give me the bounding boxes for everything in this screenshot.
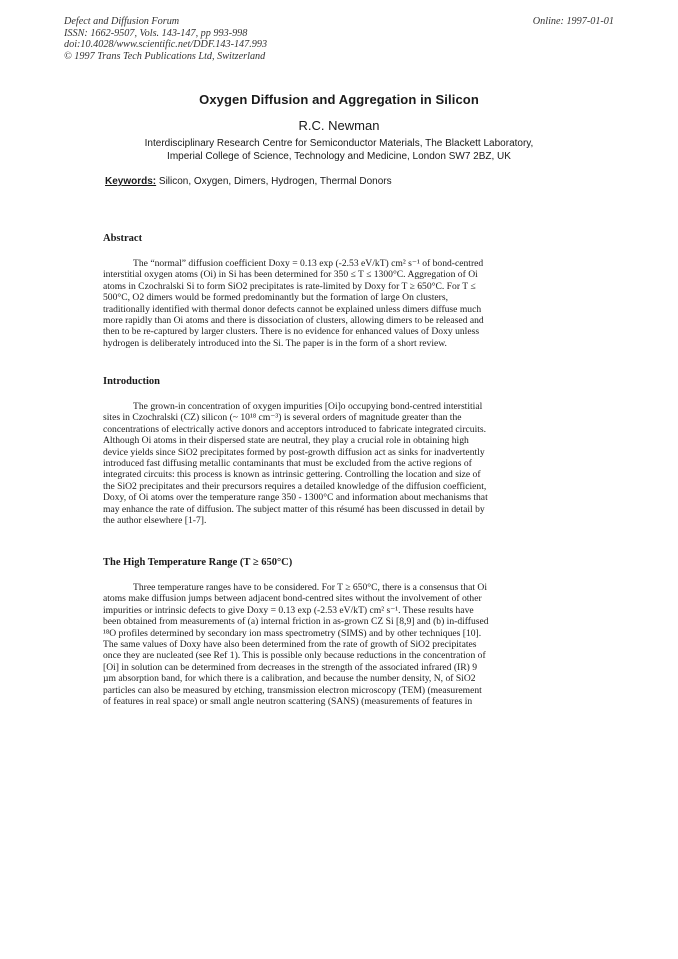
author-name: R.C. Newman [298,118,380,133]
text-line: µm absorption band, for which there is a calibration, and because the number density, N, of SiO2 [103,673,476,685]
journal-line: © 1997 Trans Tech Publications Ltd, Switzerland [64,50,266,62]
keywords [105,176,392,187]
text-line: 500°C, O2 dimers would be formed predominantly but the formation of large On clusters, [103,292,448,304]
introduction-text [103,401,549,526]
online-date: Online: 1997-01-01 [532,16,614,27]
text-line: The “normal” diffusion coefficient Doxy = 0.13 exp (-2.53 eV/kT) cm² s⁻¹ of bond-centred [133,258,484,269]
high-temperature-text [103,582,549,707]
text-line: impurities or intrinsic defects to give Doxy = 0.13 exp (-2.53 eV/kT) cm² s⁻¹. These results have [103,604,474,616]
affiliation [0,138,678,163]
text-line: may enhance the rate of diffusion. The subject matter of this résumé has been discussed in detail by [103,503,485,515]
text-line: hydrogen is deliberately introduced into the Si. The paper is in the form of a short review. [103,337,447,349]
keywords-text: Silicon, Oxygen, Dimers, Hydrogen, Thermal Donors [158,176,392,187]
text-line: atoms make diffusion jumps between adjacent bond-centred sites without the involvement of other [103,593,482,605]
text-line: concentrations of electrically active donors and acceptors introduced to fabricate integrated circuits. [103,423,487,435]
text-line: of features in real space) or small angle neutron scattering (SANS) (measurements of features in [103,695,473,707]
high-temperature-heading: The High Temperature Range (T ≥ 650°C) [103,557,293,568]
text-line: the SiO2 precipitates and their precursors requires a detailed knowledge of the diffusion coefficient, [103,480,487,492]
text-line: interstitial oxygen atoms (Oi) in Si has been determined for 350 ≤ T ≤ 1300°C. Aggregation of Oi [103,269,478,281]
text-line: integrated circuits: this process is known as intrinsic gettering. Controlling the location and size of [103,469,481,481]
journal-line: doi:10.4028/www.scientific.net/DDF.143-147.993 [64,39,268,50]
journal-metadata [64,16,267,62]
text-line: traditionally identified with thermal donor defects cannot be explained unless dimers diffuse much [103,303,482,315]
text-line: sites in Czochralski (CZ) silicon (~ 10¹⁸ cm⁻³) is several orders of magnitude greater than the [103,412,462,424]
text-line: [Oi] in solution can be determined from decreases in the strength of the associated infrared (IR) 9 [103,661,478,673]
text-line: device yields since SiO2 precipitates formed by post-growth diffusion act as sinks for inadvertently [103,446,485,458]
text-line: The grown-in concentration of oxygen impurities [Oi]o occupying bond-centred interstitial [133,401,483,412]
affiliation-line: Imperial College of Science, Technology and Medicine, London SW7 2BZ, UK [167,150,511,162]
text-line: then to be re-captured by larger clusters. There is no evidence for enhanced values of Doxy unless [103,326,480,338]
text-line: Although Oi atoms in their dispersed state are neutral, they play a crucial role in obtaining high [103,435,469,447]
text-line: introduced fast diffusing metallic contaminants that must be excluded from the active regions of [103,457,472,469]
text-line: Three temperature ranges have to be considered. For T ≥ 650°C, there is a consensus that Oi [133,582,488,593]
journal-line: Defect and Diffusion Forum [64,16,180,27]
text-line: been obtained from measurements of (a) internal friction in as-grown CZ Si [8,9] and (b) in-diffused [103,616,489,628]
text-line: once they are nucleated (see Ref 1). This is possible only because reductions in the concentration of [103,650,486,662]
text-line: Doxy, of Oi atoms over the temperature range 350 - 1300°C and information about mechanisms that [103,492,488,504]
abstract-text [103,258,549,349]
text-line: The same values of Doxy have also been determined from the rate of growth of SiO2 precipitates [103,638,477,650]
text-line: the author elsewhere [1-7]. [103,514,207,526]
text-line: ¹⁸O profiles determined by secondary ion mass spectrometry (SIMS) and by other techniques [10]. [103,627,482,639]
text-line: more rapidly than Oi atoms and there is dissociation of clusters, allowing dimers to be released and [103,314,484,326]
affiliation-line: Interdisciplinary Research Centre for Semiconductor Materials, The Blackett Laboratory, [144,138,534,149]
abstract-heading: Abstract [103,233,143,244]
text-line: atoms in Czochralski Si to form SiO2 precipitates is rate-limited by Doxy for T ≥ 650°C. For T ≤ [103,280,476,292]
text-line: particles can also be measured by etching, transmission electron microscopy (TEM) (measurement [103,684,482,696]
paper-title: Oxygen Diffusion and Aggregation in Silicon [199,92,479,107]
journal-line: ISSN: 1662-9507, Vols. 143-147, pp 993-998 [64,27,248,39]
introduction-heading: Introduction [103,376,160,387]
keywords-label: Keywords: [105,176,157,187]
